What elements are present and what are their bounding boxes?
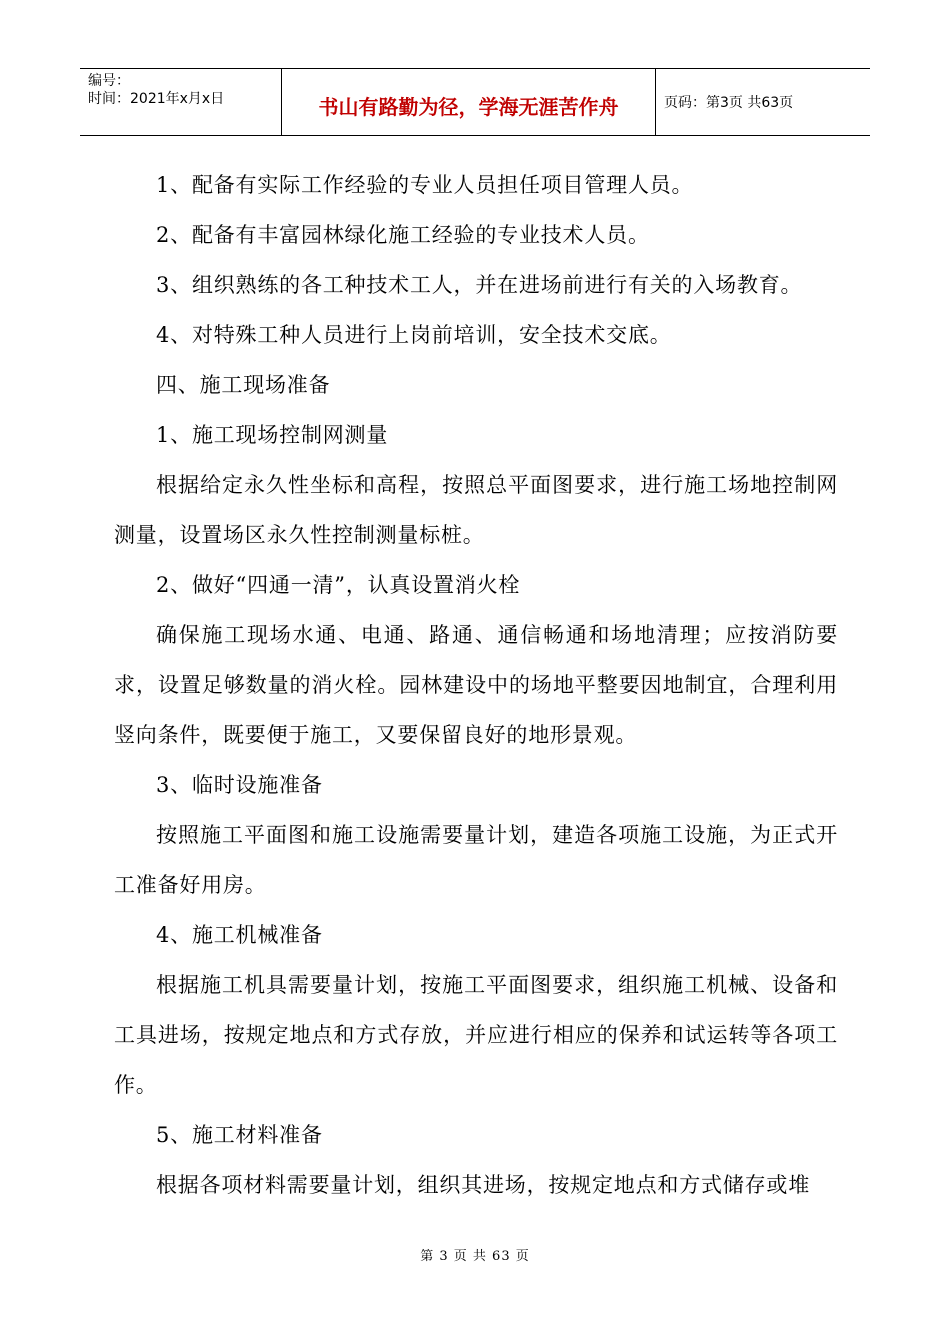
paragraph: 根据施工机具需要量计划，按施工平面图要求，组织施工机械、设备和工具进场，按规定地点和方式存放，并应进行相应的保养和试运转等各项工作。 (114, 973, 838, 1097)
subsection-heading: 4、施工机械准备 (156, 923, 323, 947)
page-header (80, 68, 870, 136)
document-body (114, 160, 838, 1210)
page-footer: 第 3 页 共 63 页 (420, 1249, 530, 1264)
paragraph: 确保施工现场水通、电通、路通、通信畅通和场地清理；应按消防要求，设置足够数量的消火栓。园林建设中的场地平整要因地制宜，合理利用竖向条件，既要便于施工，又要保留良好的地形景观。 (114, 623, 838, 747)
paragraph: 按照施工平面图和施工设施需要量计划，建造各项施工设施，为正式开工准备好用房。 (114, 823, 838, 897)
paragraph: 3、组织熟练的各工种技术工人，并在进场前进行有关的入场教育。 (156, 273, 803, 297)
subsection-heading: 3、临时设施准备 (156, 773, 323, 797)
paragraph: 4、对特殊工种人员进行上岗前培训，安全技术交底。 (156, 323, 672, 347)
section-heading: 四、施工现场准备 (156, 373, 331, 397)
document-number-label: 编号： (88, 73, 130, 89)
subsection-heading: 5、施工材料准备 (156, 1123, 323, 1147)
paragraph: 根据各项材料需要量计划，组织其进场，按规定地点和方式储存或堆 (156, 1173, 810, 1197)
paragraph: 根据给定永久性坐标和高程，按照总平面图要求，进行施工场地控制网测量，设置场区永久性控制测量标桩。 (114, 473, 838, 547)
header-page-count: 页码：第3页 共63页 (664, 95, 794, 111)
header-motto: 书山有路勤为径，学海无涯苦作舟 (282, 69, 656, 135)
paragraph: 2、配备有丰富园林绿化施工经验的专业技术人员。 (156, 223, 650, 247)
subsection-heading: 1、施工现场控制网测量 (156, 423, 389, 447)
subsection-heading: 2、做好“四通一清”，认真设置消火栓 (156, 573, 521, 597)
paragraph: 1、配备有实际工作经验的专业人员担任项目管理人员。 (156, 173, 694, 197)
document-date-label: 时间：2021年x月x日 (88, 91, 225, 107)
header-meta (80, 69, 282, 135)
